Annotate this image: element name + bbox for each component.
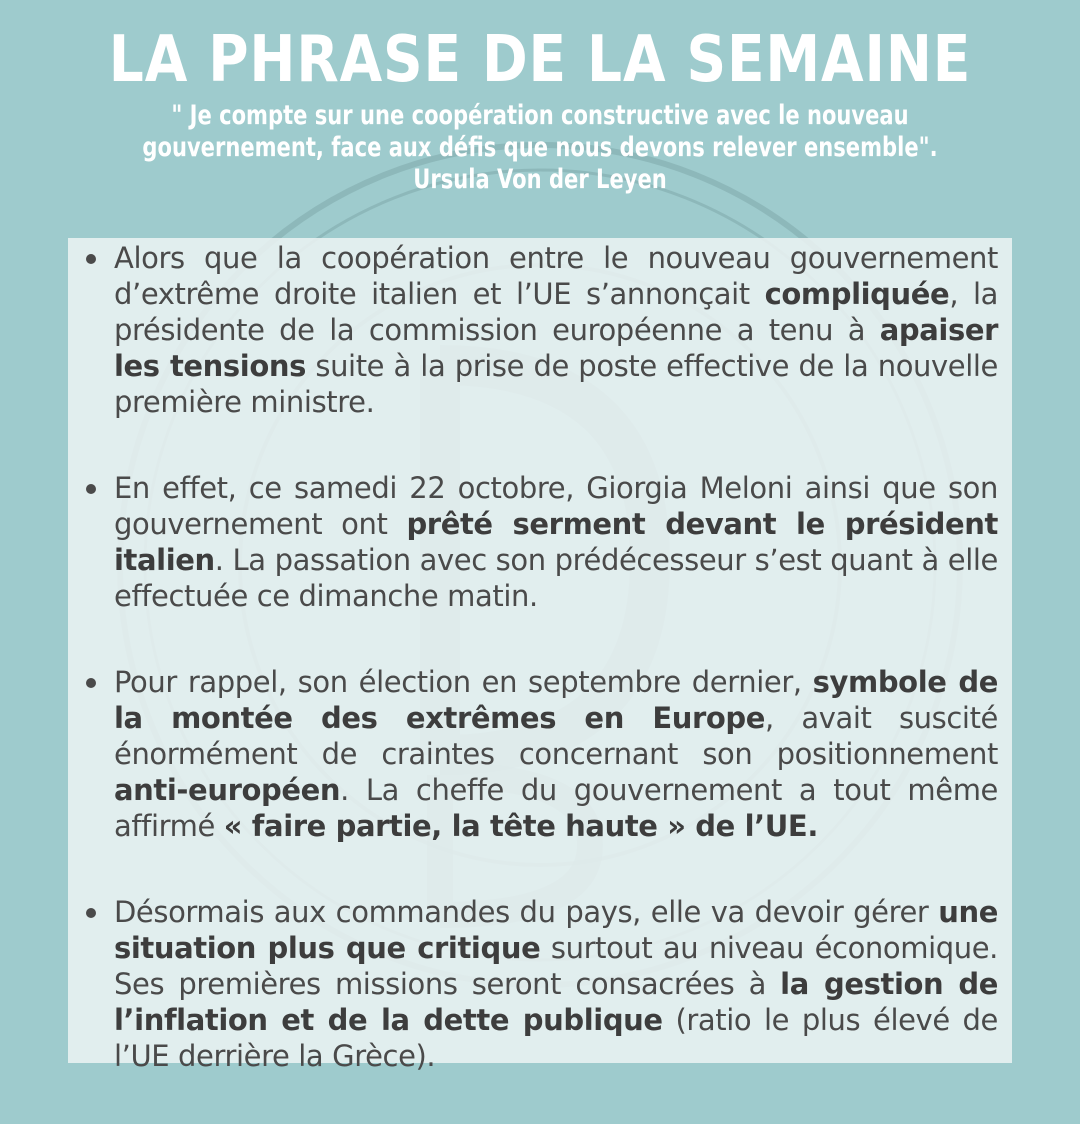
quote-line-1: " Je compte sur une coopération constructive avec le nouveau (171, 100, 909, 131)
bullet-text: Pour rappel, son élection en septembre dernier, (114, 665, 813, 699)
bullet-item (82, 894, 998, 1074)
bullet-emphasis: une situation plus que critique (114, 895, 998, 965)
bullet-emphasis: prêté serment devant le président italien (114, 507, 998, 577)
bullet-item (82, 470, 998, 614)
bullet-text: , la présidente de la commission européenne a tenu à (114, 277, 999, 347)
bullet-emphasis: « faire partie, la tête haute » de l’UE. (223, 809, 818, 843)
quote-block (119, 100, 961, 196)
bullet-emphasis: apaiser les tensions (114, 313, 998, 383)
bullet-list (82, 240, 998, 1124)
bullet-item (82, 240, 998, 420)
bullet-text: surtout au niveau économique. Ses premières missions seront consacrées à (114, 931, 998, 1001)
bullet-text: . La passation avec son prédécesseur s’est quant à elle effectuée ce dimanche matin. (114, 543, 998, 613)
quote-author: Ursula Von der Leyen (413, 164, 667, 195)
bullet-text: Désormais aux commandes du pays, elle va devoir gérer (114, 895, 939, 929)
quote-line-2: gouvernement, face aux défis que nous devons relever ensemble". (142, 132, 938, 163)
bullet-text: (ratio le plus élevé de l’UE derrière la Grèce). (114, 1003, 998, 1073)
bullet-emphasis: anti-européen (114, 773, 341, 807)
bullet-emphasis: la gestion de l’inflation et de la dette publique (114, 967, 998, 1037)
page-title: LA PHRASE DE LA SEMAINE (108, 23, 972, 97)
bullet-emphasis: compliquée (764, 277, 950, 311)
bullet-text: Alors que la coopération entre le nouveau gouvernement d’extrême droite italien et l’UE s’annonçait (114, 241, 998, 311)
bullet-emphasis: symbole de la montée des extrêmes en Europe (114, 665, 998, 735)
bullet-text: . La cheffe du gouvernement a tout même affirmé (114, 773, 998, 843)
bullet-text: suite à la prise de poste effective de la nouvelle première ministre. (114, 349, 998, 419)
bullet-item (82, 664, 998, 844)
bullet-text: En effet, ce samedi 22 octobre, Giorgia Meloni ainsi que son gouvernement ont (114, 471, 998, 541)
bullet-text: , avait suscité énormément de craintes concernant son positionnement (114, 701, 998, 771)
